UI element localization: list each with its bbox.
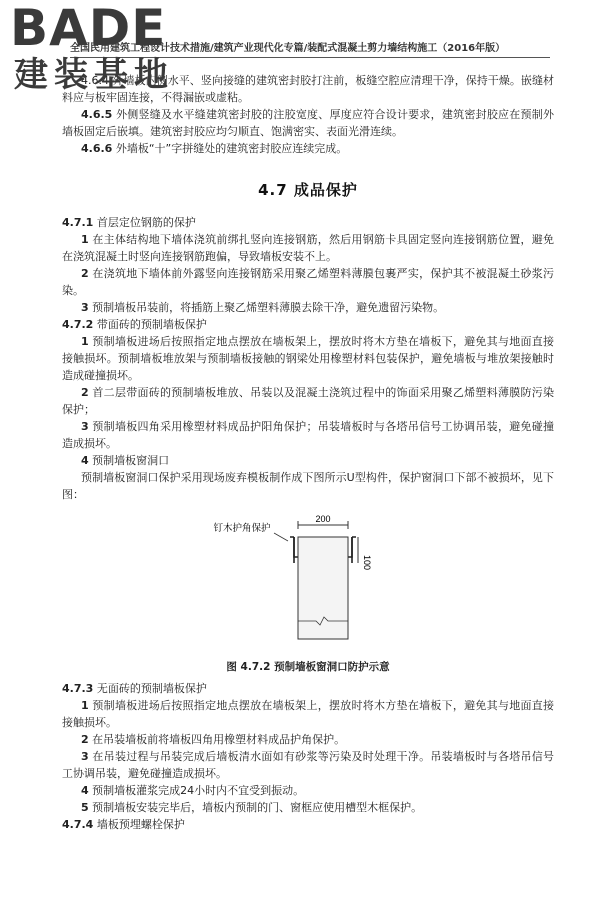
item-text: 在主体结构地下墙体浇筑前绑扎竖向连接钢筋，然后用钢筋卡具固定竖向连接钢筋位置，避免在浇筑混凝土时竖向连接钢筋跑偏，导致墙板安装不上。: [62, 233, 554, 263]
list-item: [62, 333, 554, 384]
item-number: 5: [81, 801, 89, 814]
item-text: 在浇筑地下墙体前外露竖向连接钢筋采用聚乙烯塑料薄膜包裹严实，保护其不被混凝土砂浆污染。: [62, 267, 554, 297]
section-title: 4.7 成品保护: [258, 181, 358, 199]
wall-panel: [298, 537, 348, 639]
clause-number: 4.7.2: [62, 318, 94, 331]
clause-number: 4.6.5: [81, 108, 113, 121]
list-item: [62, 731, 554, 748]
list-item: [62, 418, 554, 452]
item-number: 4: [81, 784, 89, 797]
dimension-top-label: 200: [315, 514, 331, 524]
item-number: 2: [81, 733, 89, 746]
clause-4-7-4: [62, 816, 554, 833]
list-item: [62, 265, 554, 299]
clause-heading: 墙板预埋螺栓保护: [96, 818, 185, 831]
item-number: 2: [81, 386, 89, 399]
figure-diagram: [62, 513, 554, 653]
figure-window-protection: [62, 513, 554, 653]
clause-number: 4.7.3: [62, 682, 94, 695]
item-number: 3: [81, 750, 89, 763]
clause-number: 4.6.6: [81, 142, 113, 155]
brand-logo: BADE: [10, 0, 167, 57]
list-item: [62, 231, 554, 265]
item-number: 2: [81, 267, 89, 280]
page-header: 全国民用建筑工程设计技术措施/建筑产业现代化专篇/装配式混凝土剪力墙结构施工（2016年版）: [70, 41, 550, 58]
paragraph: 预制墙板窗洞口保护采用现场废弃模板制作成下图所示U型构件，保护窗洞口下部不被损坏，见下图：: [62, 471, 554, 501]
item-text: 预制墙板进场后按照指定地点摆放在墙板架上，摆放时将木方垫在墙板下，避免其与地面直接接触损坏。预制墙板堆放架与预制墙板接触的钢梁处用橡塑材料包装保护，避免墙板与堆放架接触时造成碰撞损坏。: [62, 335, 554, 382]
clause-4-7-2: [62, 316, 554, 333]
leader-line: [274, 533, 288, 541]
clause-heading: 无面砖的预制墙板保护: [96, 682, 207, 695]
item-number: 1: [81, 699, 89, 712]
list-item: [62, 384, 554, 418]
dimension-side-label: 100: [362, 555, 372, 571]
clause-text: 外墙板“十”字拼缝处的建筑密封胶应连续完成。: [115, 142, 348, 155]
clause-number: 4.7.1: [62, 216, 94, 229]
item-text: 首二层带面砖的预制墙板堆放、吊装以及混凝土浇筑过程中的饰面采用聚乙烯塑料薄膜防污染保护；: [62, 386, 554, 416]
clause-heading: 带面砖的预制墙板保护: [96, 318, 207, 331]
item-text: 预制墙板安装完毕后，墙板内预制的门、窗框应使用槽型木框保护。: [92, 801, 423, 814]
item-text: 预制墙板窗洞口: [92, 454, 170, 467]
list-item: [62, 782, 554, 799]
item-number: 3: [81, 301, 89, 314]
item-number: 3: [81, 420, 89, 433]
item-number: 4: [81, 454, 89, 467]
item-text: 预制墙板吊装前，将插筋上聚乙烯塑料薄膜去除干净，避免遗留污染物。: [92, 301, 445, 314]
list-item: [62, 748, 554, 782]
item-text: 在吊装过程与吊装完成后墙板清水面如有砂浆等污染及时处理干净。吊装墙板时与各塔吊信号工协调吊装，避免碰撞造成损坏。: [62, 750, 554, 780]
list-item: [62, 452, 554, 469]
figure-label: 钉木护角保护: [213, 523, 271, 534]
paragraph-4-6-5: [62, 106, 554, 140]
clause-text: 外侧竖缝及水平缝建筑密封胶的注胶宽度、厚度应符合设计要求，建筑密封胶应在预制外墙板固定后嵌填。建筑密封胶应均匀顺直、饱满密实、表面光滑连续。: [62, 108, 554, 138]
list-item: [62, 697, 554, 731]
item-text: 预制墙板进场后按照指定地点摆放在墙板架上，摆放时将木方垫在墙板下，避免其与地面直接接触损坏。: [62, 699, 554, 729]
clause-4-7-1: [62, 214, 554, 231]
figure-caption: 图 4.7.2 预制墙板窗洞口防护示意: [226, 661, 390, 673]
clause-heading: 首层定位钢筋的保护: [96, 216, 196, 229]
item-number: 1: [81, 335, 89, 348]
clause-number: 4.7.4: [62, 818, 94, 831]
list-item: [62, 299, 554, 316]
paragraph-4-6-6: [62, 140, 554, 157]
list-item: [62, 799, 554, 816]
clause-4-7-3: [62, 680, 554, 697]
item-text: 在吊装墙板前将墙板四角用橡塑材料成品护角保护。: [92, 733, 346, 746]
paragraph-4-6-4: 4.6.4 外墙板内侧水平、竖向接缝的建筑密封胶打注前，板缝空腔应清理干净，保持干燥。嵌缝材料应与板牢固连接，不得漏嵌或虚粘。: [62, 74, 554, 104]
item-text: 预制墙板灌浆完成24小时内不宜受到振动。: [92, 784, 305, 797]
item-number: 1: [81, 233, 89, 246]
document-body: [62, 72, 554, 833]
brand-subtitle: 建装基地: [14, 55, 174, 95]
item-text: 预制墙板四角采用橡塑材料成品护阳角保护；吊装墙板时与各塔吊信号工协调吊装，避免碰撞造成损坏。: [62, 420, 554, 450]
